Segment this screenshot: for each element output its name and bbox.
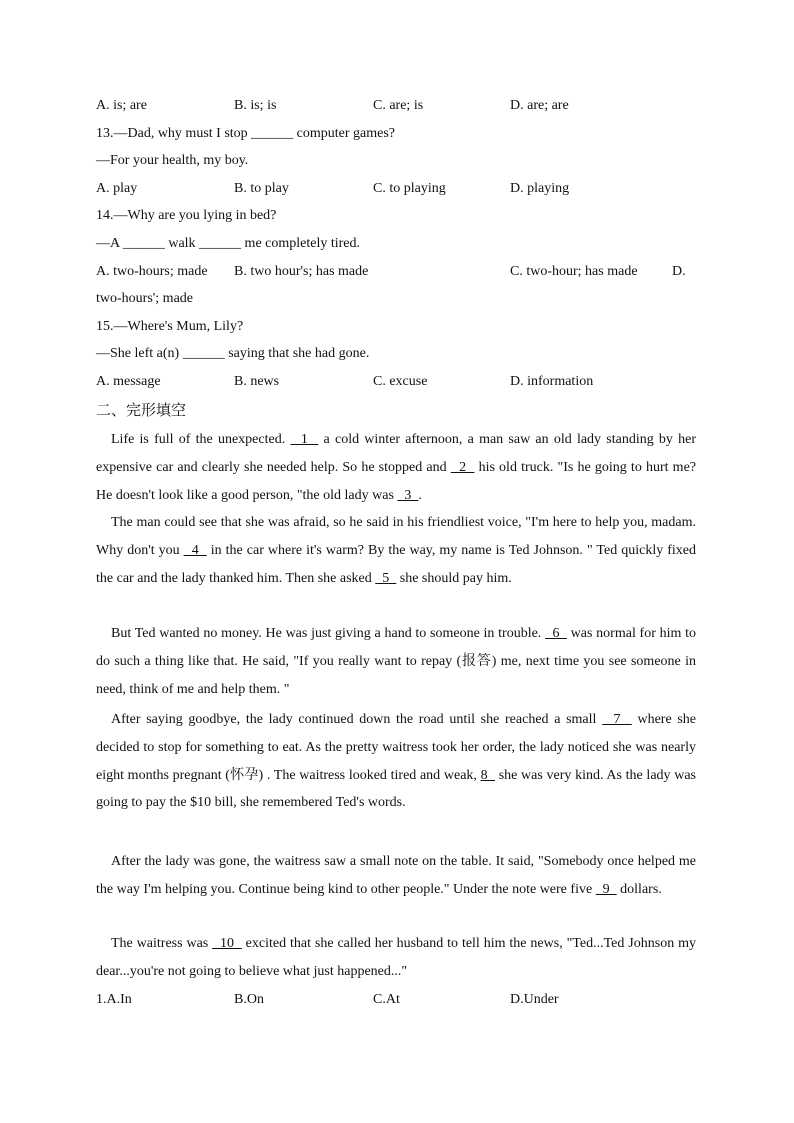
q14-option-b: B. two hour's; has made xyxy=(234,264,369,279)
q15-options xyxy=(96,372,696,392)
q13-option-a: A. play xyxy=(96,181,138,196)
q15-option-a: A. message xyxy=(96,374,161,389)
passage-paragraph-6: The waitress was 10 excited that she called her husband to tell him the news, "Ted...Ted Johnson my dear...you're not going to believe what just happened..." xyxy=(96,936,696,979)
blank-6: 6 xyxy=(545,626,567,641)
q15-option-b: B. news xyxy=(234,374,280,389)
q14-option-c: C. two-hour; has made xyxy=(510,264,638,279)
q14-question: 14.—Why are you lying in bed? xyxy=(96,208,277,223)
q13-question: 13.—Dad, why must I stop ______ computer games? xyxy=(96,126,396,141)
passage-paragraph-2: The man could see that she was afraid, so he said in his friendliest voice, "I'm here to help you, madam. Why don't you 4 in the car where it's warm? By the way, my name is Ted Johnson. " Ted quickly fixed the car and the lady thanked him. Then she asked 5 she should pay him. xyxy=(96,515,696,586)
blank-8: 8 xyxy=(480,767,495,783)
blank-10: 10 xyxy=(212,936,242,951)
q14-answer: —A ______ walk ______ me completely tired. xyxy=(96,236,361,251)
q15-option-d: D. information xyxy=(510,374,594,389)
q12-option-d: D. are; are xyxy=(510,98,569,113)
blank-4: 4 xyxy=(183,542,207,558)
q13-option-c: C. to playing xyxy=(373,181,446,196)
q14-option-d-label: D. xyxy=(672,264,686,279)
blank-7: 7 xyxy=(602,712,632,727)
passage-paragraph-1: Life is full of the unexpected. 1 a cold winter afternoon, a man saw an old lady standing by her expensive car and clearly she needed help. So he stopped and 2 his old truck. "Is he going to hurt me? He doesn't look like a good person, "the old lady was 3 . xyxy=(96,432,697,503)
passage-paragraph-4: After saying goodbye, the lady continued down the road until she reached a small 7 where she decided to stop for something to eat. As the pretty waitress took her order, the lady noticed she was nearly eight months pregnant (怀孕) . The waitress looked tired and weak, 8 she was very kind. As the lady was going to pay the $10 bill, she remembered Ted's words. xyxy=(96,712,697,811)
cloze-q1-option-a: 1.A.In xyxy=(96,992,132,1007)
blank-9: 9 xyxy=(595,881,617,897)
passage-paragraph-3: But Ted wanted no money. He was just giving a hand to someone in trouble. 6 was normal for him to do such a thing like that. He said, "If you really want to repay (报答) me, next time you see someone in need, think of me and help them. " xyxy=(96,626,697,697)
q14-options xyxy=(96,262,696,282)
q15-question: 15.—Where's Mum, Lily? xyxy=(96,319,244,334)
blank-2: 2 xyxy=(450,459,475,475)
q13-option-d: D. playing xyxy=(510,181,570,196)
cloze-q1-option-b: B.On xyxy=(234,992,264,1007)
q14-option-d-text: two-hours'; made xyxy=(96,291,194,306)
q13-answer: —For your health, my boy. xyxy=(96,153,249,168)
q15-option-c: C. excuse xyxy=(373,374,428,389)
cloze-q1-option-d: D.Under xyxy=(510,992,559,1007)
q13-option-b: B. to play xyxy=(234,181,289,196)
q14-option-a: A. two-hours; made xyxy=(96,264,208,279)
q13-options xyxy=(96,179,696,199)
blank-3: 3 xyxy=(397,487,419,503)
q12-option-a: A. is; are xyxy=(96,98,147,113)
q15-answer: —She left a(n) ______ saying that she had gone. xyxy=(96,346,370,361)
passage-paragraph-5: After the lady was gone, the waitress saw a small note on the table. It said, "Somebody once helped me the way I'm helping you. Continue being kind to other people." Under the note were five 9 dollars. xyxy=(96,854,696,897)
section-title: 二、完形填空 xyxy=(96,401,187,419)
q12-options xyxy=(96,96,696,116)
cloze-q1-option-c: C.At xyxy=(373,992,400,1007)
q12-option-b: B. is; is xyxy=(234,98,277,113)
cloze-q1-options xyxy=(96,990,696,1010)
blank-5: 5 xyxy=(375,570,397,586)
q12-option-c: C. are; is xyxy=(373,98,424,113)
blank-1: 1 xyxy=(290,432,319,447)
